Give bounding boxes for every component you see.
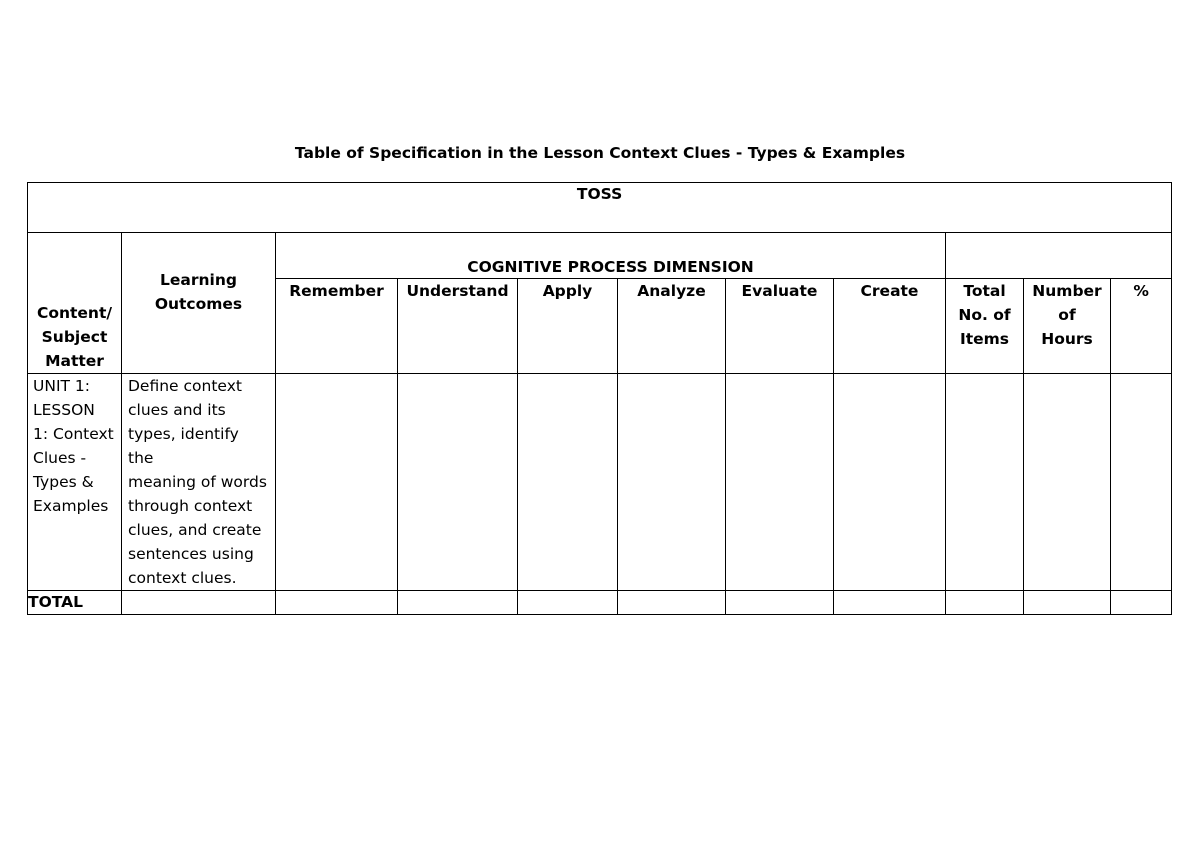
table-row bbox=[28, 374, 1172, 591]
percent-cell bbox=[1111, 374, 1172, 591]
document-title: Table of Specification in the Lesson Context Clues - Types & Examples bbox=[294, 144, 906, 162]
content-subject-matter-header: Content/ Subject Matter bbox=[28, 233, 122, 374]
total-cell bbox=[1024, 591, 1111, 615]
hours-header: Number of Hours bbox=[1024, 279, 1111, 374]
table-of-specification bbox=[27, 182, 1172, 615]
learning-outcome-cell: Define context clues and its types, identify the meaning of words through context clues, and create sentences using context clues. bbox=[122, 374, 276, 591]
total-cell bbox=[1111, 591, 1172, 615]
total-items-header: Total No. of Items bbox=[946, 279, 1024, 374]
toss-header: TOSS bbox=[28, 183, 1172, 233]
level-evaluate-header: Evaluate bbox=[726, 279, 834, 374]
total-cell bbox=[618, 591, 726, 615]
total-cell bbox=[122, 591, 276, 615]
total-cell bbox=[518, 591, 618, 615]
total-label: TOTAL bbox=[28, 591, 122, 615]
total-row bbox=[28, 591, 1172, 615]
level-understand-header: Understand bbox=[398, 279, 518, 374]
content-cell: UNIT 1: LESSON 1: Context Clues - Types & Examples bbox=[28, 374, 122, 591]
evaluate-cell bbox=[726, 374, 834, 591]
total-cell bbox=[398, 591, 518, 615]
understand-cell bbox=[398, 374, 518, 591]
analyze-cell bbox=[618, 374, 726, 591]
level-remember-header: Remember bbox=[276, 279, 398, 374]
total-cell bbox=[834, 591, 946, 615]
total-cell bbox=[946, 591, 1024, 615]
total-cell bbox=[276, 591, 398, 615]
apply-cell bbox=[518, 374, 618, 591]
total-items-cell bbox=[946, 374, 1024, 591]
hours-cell bbox=[1024, 374, 1111, 591]
remember-cell bbox=[276, 374, 398, 591]
percent-header: % bbox=[1111, 279, 1172, 374]
header-row-top bbox=[28, 233, 1172, 279]
toss-row bbox=[28, 183, 1172, 233]
cognitive-process-dimension-header: COGNITIVE PROCESS DIMENSION bbox=[276, 233, 946, 279]
create-cell bbox=[834, 374, 946, 591]
totals-header-blank bbox=[946, 233, 1172, 279]
level-apply-header: Apply bbox=[518, 279, 618, 374]
total-cell bbox=[726, 591, 834, 615]
learning-outcomes-header: Learning Outcomes bbox=[122, 233, 276, 374]
level-analyze-header: Analyze bbox=[618, 279, 726, 374]
level-create-header: Create bbox=[834, 279, 946, 374]
